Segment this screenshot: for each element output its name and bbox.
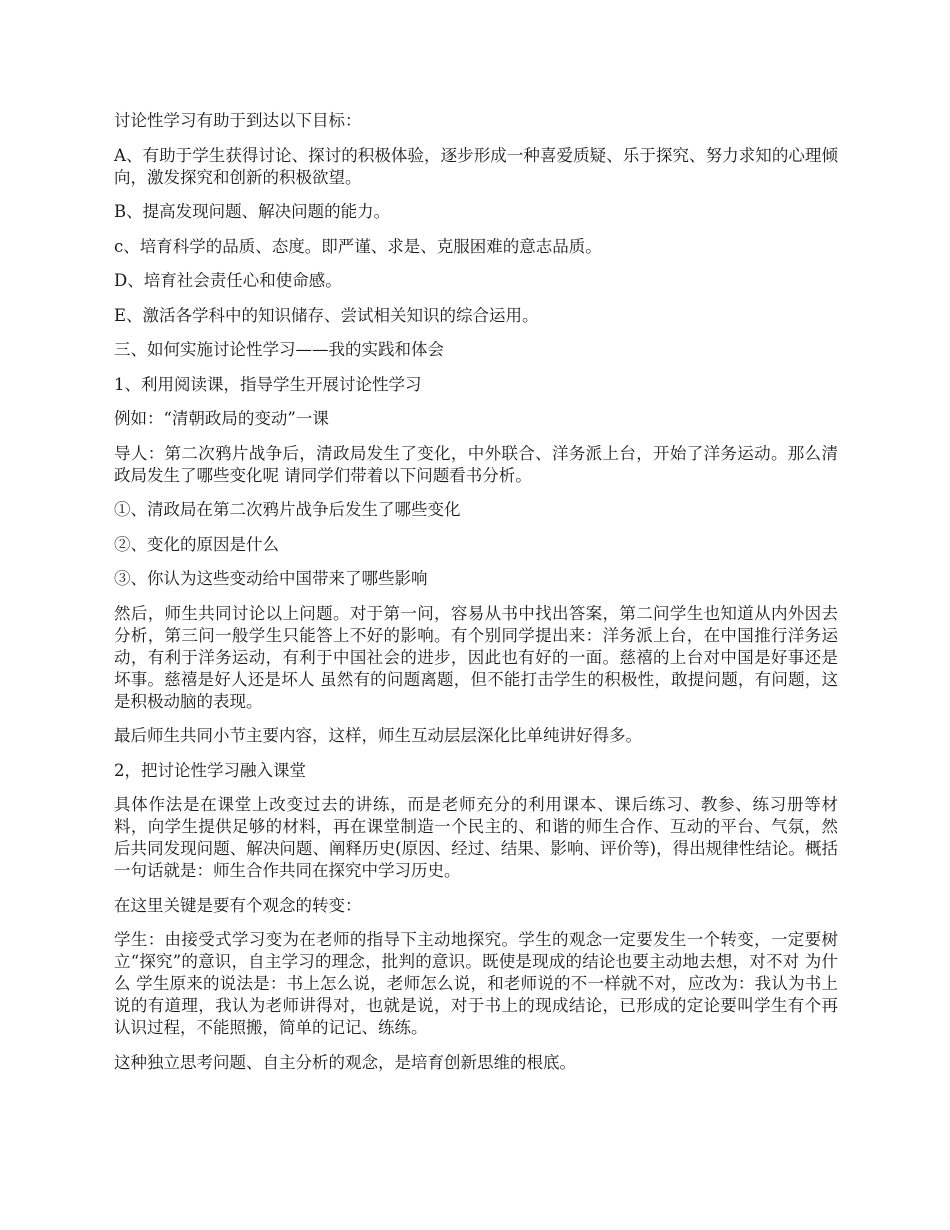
- summary-paragraph: 最后师生共同小节主要内容，这样，师生互动层层深化比单纯讲好得多。: [114, 726, 642, 745]
- document-page: [114, 110, 838, 1086]
- discussion-paragraph: 然后，师生共同讨论以上问题。对于第一问，容易从书中找出答案，第二问学生也知道从内外因去分析，第三问一般学生只能答上不好的影响。有个别同学提出来：洋务派上台，在中国推行洋务运动，有利于洋务运动，有利于中国社会的进步，因此也有好的一面。慈禧的上台对中国是好事还是坏事。慈禧是好人还是坏人 虽然有的问题离题，但不能打击学生的积极性，敢提问题，有问题，这是积极动脑的表现。: [114, 603, 838, 711]
- subsection-2-heading: 2，把讨论性学习融入课堂: [114, 760, 306, 780]
- key-point-paragraph: 在这里关键是要有个观念的转变：: [114, 895, 362, 915]
- question-1-paragraph: ①、清政局在第二次鸦片战争后发生了哪些变化: [114, 500, 461, 519]
- conclusion-paragraph: 这种独立思考问题、自主分析的观念，是培育创新思维的根底。: [114, 1052, 576, 1072]
- subsection-1-heading: 1、利用阅读课，指导学生开展讨论性学习: [114, 374, 422, 394]
- question-2-paragraph: ②、变化的原因是什么: [114, 534, 279, 554]
- intro-goals-heading: 讨论性学习有助于到达以下目标：: [114, 111, 362, 130]
- goal-d-paragraph: D、培育社会责任心和使命感。: [114, 271, 342, 290]
- lead-in-paragraph: 导人：第二次鸦片战争后，清政局发生了变化，中外联合、洋务派上台，开始了洋务运动。那么清政局发生了哪些变化呢 请同学们带着以下问题看书分析。: [114, 443, 838, 485]
- example-paragraph: 例如：“清朝政局的变动”一课: [114, 409, 329, 428]
- method-paragraph: 具体作法是在课堂上改变过去的讲练，而是老师充分的利用课本、课后练习、教参、练习册等材料，向学生提供足够的材料，再在课堂制造一个民主的、和谐的师生合作、互动的平台、气氛，然后共同发现问题、解决问题、阐释历史(原因、经过、结果、影响、评价等)，得出规律性结论。概括一句话就是：师生合作共同在探究中学习历史。: [114, 795, 838, 880]
- goal-b-paragraph: B、提高发现问题、解决问题的能力。: [114, 202, 391, 221]
- goal-e-paragraph: E、激活各学科中的知识储存、尝试相关知识的综合运用。: [114, 305, 539, 325]
- student-paragraph: 学生：由接受式学习变为在老师的指导下主动地探究。学生的观念一定要发生一个转变，一定要树立“探究”的意识，自主学习的理念，批判的意识。既使是现成的结论也要主动地去想，对不对 为什么 学生原来的说法是：书上怎么说，老师怎么说，和老师说的不一样就不对，应改为：我认为书上说的有道理，我认为老师讲得对，也就是说，对于书上的现成结论，已形成的定论要叫学生有个再认识过程，不能照搬，简单的记记、练练。: [114, 930, 838, 1037]
- section-3-heading: 三、如何实施讨论性学习——我的实践和体会: [114, 340, 444, 359]
- goal-a-paragraph: A、有助于学生获得讨论、探讨的积极体验，逐步形成一种喜爱质疑、乐于探究、努力求知的心理倾向，激发探究和创新的积极欲望。: [114, 145, 838, 187]
- question-3-paragraph: ③、你认为这些变动给中国带来了哪些影响: [114, 569, 428, 588]
- goal-c-paragraph: c、培育科学的品质、态度。即严谨、求是、克服困难的意志品质。: [114, 236, 602, 256]
